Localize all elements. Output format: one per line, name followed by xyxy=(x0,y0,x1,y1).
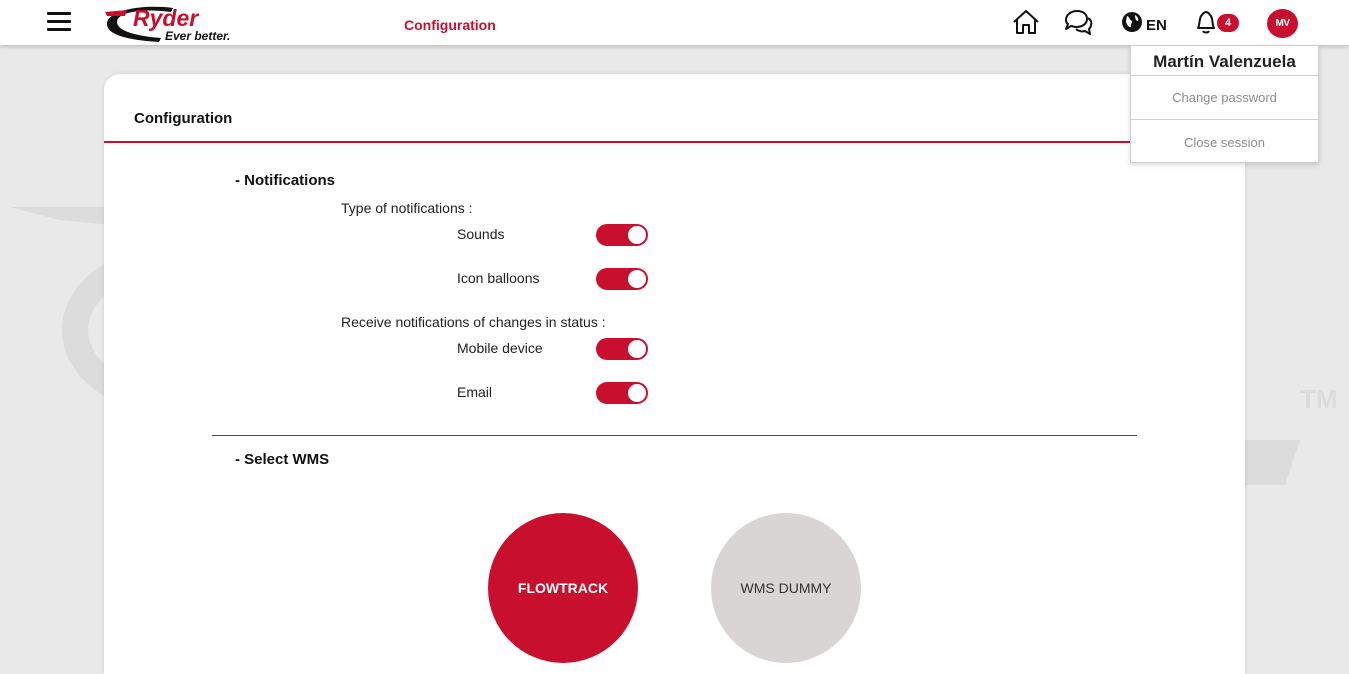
change-password-menu-item[interactable]: Change password xyxy=(1131,76,1318,120)
page-title: Configuration xyxy=(404,17,496,33)
email-toggle[interactable] xyxy=(596,382,648,404)
toggle-knob xyxy=(628,270,646,288)
user-avatar[interactable]: MV xyxy=(1267,9,1298,38)
home-icon[interactable] xyxy=(1011,9,1041,40)
toggle-knob xyxy=(628,226,646,244)
top-bar xyxy=(0,0,1349,45)
notification-count-badge[interactable]: 4 xyxy=(1217,14,1239,32)
bell-icon[interactable] xyxy=(1194,9,1218,40)
card-title-divider xyxy=(104,141,1245,143)
section-divider xyxy=(212,435,1137,436)
brand-name: Ryder xyxy=(133,5,199,31)
configuration-card xyxy=(104,74,1245,674)
select-wms-section-title: - Select WMS xyxy=(235,451,330,468)
sounds-label: Sounds xyxy=(457,226,505,242)
mobile-device-label: Mobile device xyxy=(457,340,543,356)
card-title: Configuration xyxy=(134,110,233,127)
sounds-toggle[interactable] xyxy=(596,224,648,246)
chat-icon[interactable] xyxy=(1063,9,1093,42)
hamburger-menu-icon[interactable] xyxy=(47,12,71,32)
language-selector[interactable]: EN xyxy=(1146,17,1167,34)
icon-balloons-label: Icon balloons xyxy=(457,270,540,286)
user-name: Martín Valenzuela xyxy=(1131,46,1318,76)
globe-icon[interactable] xyxy=(1121,11,1143,38)
email-label: Email xyxy=(457,384,493,400)
type-of-notifications-label: Type of notifications : xyxy=(341,200,473,216)
notifications-section-title: - Notifications xyxy=(235,172,335,189)
mobile-device-toggle[interactable] xyxy=(596,338,648,360)
wms-option-flowtrack[interactable] xyxy=(488,513,638,663)
wms-option-label: WMS DUMMY xyxy=(740,580,832,596)
status-notifications-label: Receive notifications of changes in status : xyxy=(341,314,606,330)
close-session-menu-item[interactable]: Close session xyxy=(1184,134,1265,150)
user-dropdown-menu xyxy=(1130,45,1319,163)
wms-option-label: FLOWTRACK xyxy=(517,580,609,596)
ryder-logo[interactable] xyxy=(103,2,238,44)
toggle-knob xyxy=(628,384,646,402)
icon-balloons-toggle[interactable] xyxy=(596,268,648,290)
toggle-knob xyxy=(628,340,646,358)
brand-tagline: Ever better. xyxy=(165,29,231,43)
svg-text:TM: TM xyxy=(1300,384,1338,414)
wms-option-wms-dummy[interactable] xyxy=(711,513,861,663)
